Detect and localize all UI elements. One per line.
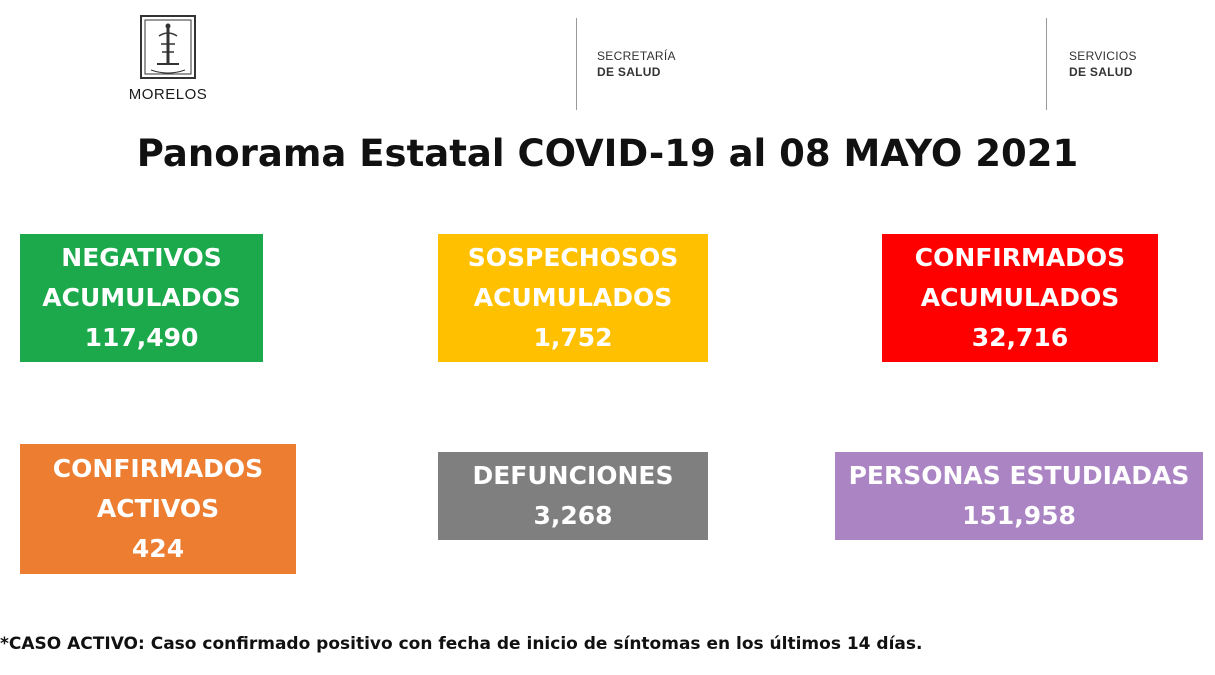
state-seal-icon xyxy=(139,14,197,80)
org-servicios-line2: DE SALUD xyxy=(1069,65,1133,79)
card-value: 117,490 xyxy=(84,323,199,352)
card-label-line1: SOSPECHOSOS xyxy=(467,243,679,272)
card-value: 3,268 xyxy=(533,501,613,530)
org-secretaria-line2: DE SALUD xyxy=(597,65,661,79)
card-value: 151,958 xyxy=(962,501,1076,530)
org-servicios-line1: SERVICIOS xyxy=(1069,49,1137,63)
card-personas-estudiadas xyxy=(835,452,1203,540)
header-divider xyxy=(576,18,577,110)
state-name: MORELOS xyxy=(128,86,208,103)
card-defunciones xyxy=(438,452,708,540)
card-label-line1: CONFIRMADOS xyxy=(914,243,1126,272)
org-secretaria-line1: SECRETARÍA xyxy=(597,49,676,63)
footnote-caso-activo: *CASO ACTIVO: Caso confirmado positivo con fecha de inicio de síntomas en los últimos 14 días. xyxy=(0,634,923,654)
page-title: Panorama Estatal COVID-19 al 08 MAYO 2021 xyxy=(136,132,1079,175)
card-confirmados-activos xyxy=(20,444,296,574)
card-value: 1,752 xyxy=(533,323,613,352)
card-confirmados-acumulados xyxy=(882,234,1158,362)
card-label-line1: CONFIRMADOS xyxy=(52,454,264,483)
card-value: 424 xyxy=(131,534,185,563)
org-servicios xyxy=(1069,48,1137,80)
card-negativos-acumulados xyxy=(20,234,263,362)
card-label-line1: DEFUNCIONES xyxy=(472,461,674,490)
card-label-line1: NEGATIVOS xyxy=(61,243,222,272)
card-value: 32,716 xyxy=(971,323,1069,352)
card-label-line2: ACUMULADOS xyxy=(473,283,673,312)
card-sospechosos-acumulados xyxy=(438,234,708,362)
card-label-line2: ACTIVOS xyxy=(96,494,220,523)
org-secretaria xyxy=(597,48,676,80)
header-divider xyxy=(1046,18,1047,110)
card-label-line2: ACUMULADOS xyxy=(920,283,1120,312)
card-label-line2: ACUMULADOS xyxy=(42,283,241,312)
card-label-line1: PERSONAS ESTUDIADAS xyxy=(848,461,1190,490)
morelos-logo xyxy=(120,14,216,103)
